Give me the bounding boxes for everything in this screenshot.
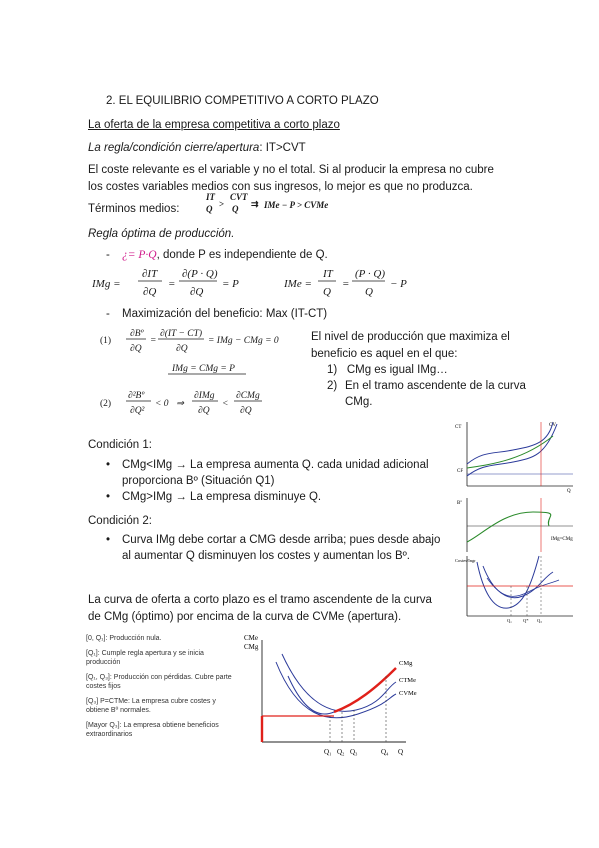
bullet-1-text: , donde P es independiente de Q. <box>156 249 328 261</box>
svg-text:− P: − P <box>390 278 407 290</box>
svg-text:=: = <box>168 278 176 290</box>
bullet-dash-1: - <box>106 249 110 261</box>
svg-text:∂IMg: ∂IMg <box>194 391 215 401</box>
max-item-2: 2) En el tramo ascendente de la curva CMg. <box>327 380 526 408</box>
img-ime-formulas <box>92 265 422 301</box>
average-terms-formula: IT Q > CVT Q ⇉ IMe − P > CVMe <box>206 192 329 214</box>
bullet-1-formula: ¿= P·Q <box>122 249 157 261</box>
svg-text:(1): (1) <box>100 336 112 346</box>
rule-line <box>88 140 306 156</box>
rule-label: La regla/condición cierre/apertura <box>88 142 260 154</box>
legend-item-5: [Mayor Q₃]: La empresa obtiene beneficios extraordinarios <box>86 722 219 738</box>
supply-paragraph: La curva de oferta a corto plazo es el tramo ascendente de la curva de CMg (óptimo) por encima de la curva de CVMe (apertura). <box>88 594 432 623</box>
subheading: La oferta de la empresa competitiva a corto plazo <box>88 119 340 131</box>
svg-text:=: = <box>342 278 350 290</box>
svg-text:<: < <box>222 399 229 409</box>
legend-item-2: [Q₁]: Cumple regla apertura y se inicia producción <box>86 650 204 666</box>
rule-value: : IT>CVT <box>259 142 306 154</box>
svg-text:CMe: CMe <box>244 634 258 642</box>
profit-panel <box>457 498 573 552</box>
svg-text:CMg: CMg <box>244 643 259 651</box>
svg-text:= IMg − CMg = 0: = IMg − CMg = 0 <box>208 336 279 346</box>
svg-text:IMg =: IMg = <box>92 278 121 290</box>
svg-text:Q: Q <box>398 748 404 756</box>
supply-legend <box>86 634 236 739</box>
condition-1-item-1: • CMg<IMg → La empresa aumenta Q. cada unidad adicional proporciona Bº (Situación Q1) <box>106 459 429 487</box>
svg-text:∂²Bº: ∂²Bº <box>128 391 145 401</box>
svg-text:∂Q: ∂Q <box>198 406 210 416</box>
supply-curve-chart <box>238 632 418 762</box>
svg-text:∂(IT − CT): ∂(IT − CT) <box>160 329 203 339</box>
svg-text:∂Q: ∂Q <box>176 344 188 354</box>
max-text: El nivel de producción que maximiza el beneficio es aquel en el que: <box>311 331 510 360</box>
svg-text:CMg: CMg <box>399 660 413 667</box>
svg-text:⇒: ⇒ <box>176 399 184 409</box>
conditions-formulas <box>96 326 306 418</box>
svg-text:CF: CF <box>457 469 464 474</box>
svg-text:Q: Q <box>323 286 331 298</box>
intro-paragraph: El coste relevante es el variable y no el total. Si al producir la empresa no cubre los costes variables medios con sus ingresos, lo mejor es que no produzca. <box>88 164 494 193</box>
svg-text:∂Q: ∂Q <box>190 286 204 298</box>
legend-item-3: [Q₁, Q₃]: Producción con pérdidas. Cubre parte costes fijos <box>86 674 232 690</box>
svg-text:Q*: Q* <box>523 618 529 623</box>
svg-text:CVMe: CVMe <box>399 690 417 697</box>
max-item-1: 1) CMg es igual IMg… <box>327 364 448 376</box>
svg-text:∂(P · Q): ∂(P · Q) <box>182 268 218 280</box>
svg-text:∂Q: ∂Q <box>130 344 142 354</box>
svg-text:∂Bº: ∂Bº <box>130 329 144 339</box>
svg-text:Q₁: Q₁ <box>324 748 332 756</box>
optimal-rule-label: Regla óptima de producción. <box>88 228 235 240</box>
condition-2-item-1: • Curva IMg debe cortar a CMG desde arriba; pues desde abajo al aumentar Q disminuyen los costes y aumentan los Bº. <box>106 534 441 562</box>
section-heading: 2. EL EQUILIBRIO COMPETITIVO A CORTO PLAZO <box>106 95 379 107</box>
bullet-1 <box>122 247 328 263</box>
svg-text:CV: CV <box>549 423 556 428</box>
legend-item-4: [Q₃] P=CTMe: La empresa cubre costes y obtiene Bº normales. <box>86 698 216 714</box>
svg-text:Q₄: Q₄ <box>381 748 389 756</box>
svg-text:IMg=CMg: IMg=CMg <box>551 537 573 542</box>
svg-text:(2): (2) <box>100 399 112 409</box>
svg-text:< 0: < 0 <box>155 399 169 409</box>
condition-2-title: Condición 2: <box>88 515 152 527</box>
svg-text:∂IT: ∂IT <box>142 268 158 280</box>
svg-text:∂Q²: ∂Q² <box>130 406 145 416</box>
svg-text:Q: Q <box>365 286 373 298</box>
svg-text:CT: CT <box>455 425 462 430</box>
svg-text:∂Q: ∂Q <box>143 286 157 298</box>
svg-text:(P · Q): (P · Q) <box>355 268 386 280</box>
average-terms-label: Términos medios: <box>88 203 180 215</box>
svg-text:∂CMg: ∂CMg <box>236 391 260 401</box>
svg-text:Q: Q <box>567 489 571 494</box>
svg-text:Bº: Bº <box>457 501 462 506</box>
svg-text:CTMe: CTMe <box>399 677 416 684</box>
total-cost-panel <box>455 422 573 494</box>
condition-1-item-2: • CMg>IMg → La empresa disminuye Q. <box>106 491 322 503</box>
svg-text:IMe =: IMe = <box>284 278 312 290</box>
svg-text:Costes/Ingr: Costes/Ingr <box>455 558 476 563</box>
bullet-2: Maximización del beneficio: Max (IT-CT) <box>122 308 328 320</box>
svg-text:∂Q: ∂Q <box>240 406 252 416</box>
svg-text:=: = <box>150 336 157 346</box>
svg-text:Q₂: Q₂ <box>337 748 345 756</box>
legend-item-1: [0, Q₁]: Producción nula. <box>86 635 162 642</box>
svg-text:Q₃: Q₃ <box>537 618 542 623</box>
cost-curves-figure <box>453 416 583 624</box>
svg-text:= P: = P <box>222 278 239 290</box>
bullet-dash-2: - <box>106 308 110 320</box>
svg-text:Q₁: Q₁ <box>507 618 512 623</box>
marginal-panel <box>455 556 573 623</box>
cond-1-result: IMg = CMg = P <box>172 364 235 374</box>
svg-text:Q₃: Q₃ <box>350 748 358 756</box>
condition-1-title: Condición 1: <box>88 439 152 451</box>
svg-text:IT: IT <box>323 268 333 280</box>
